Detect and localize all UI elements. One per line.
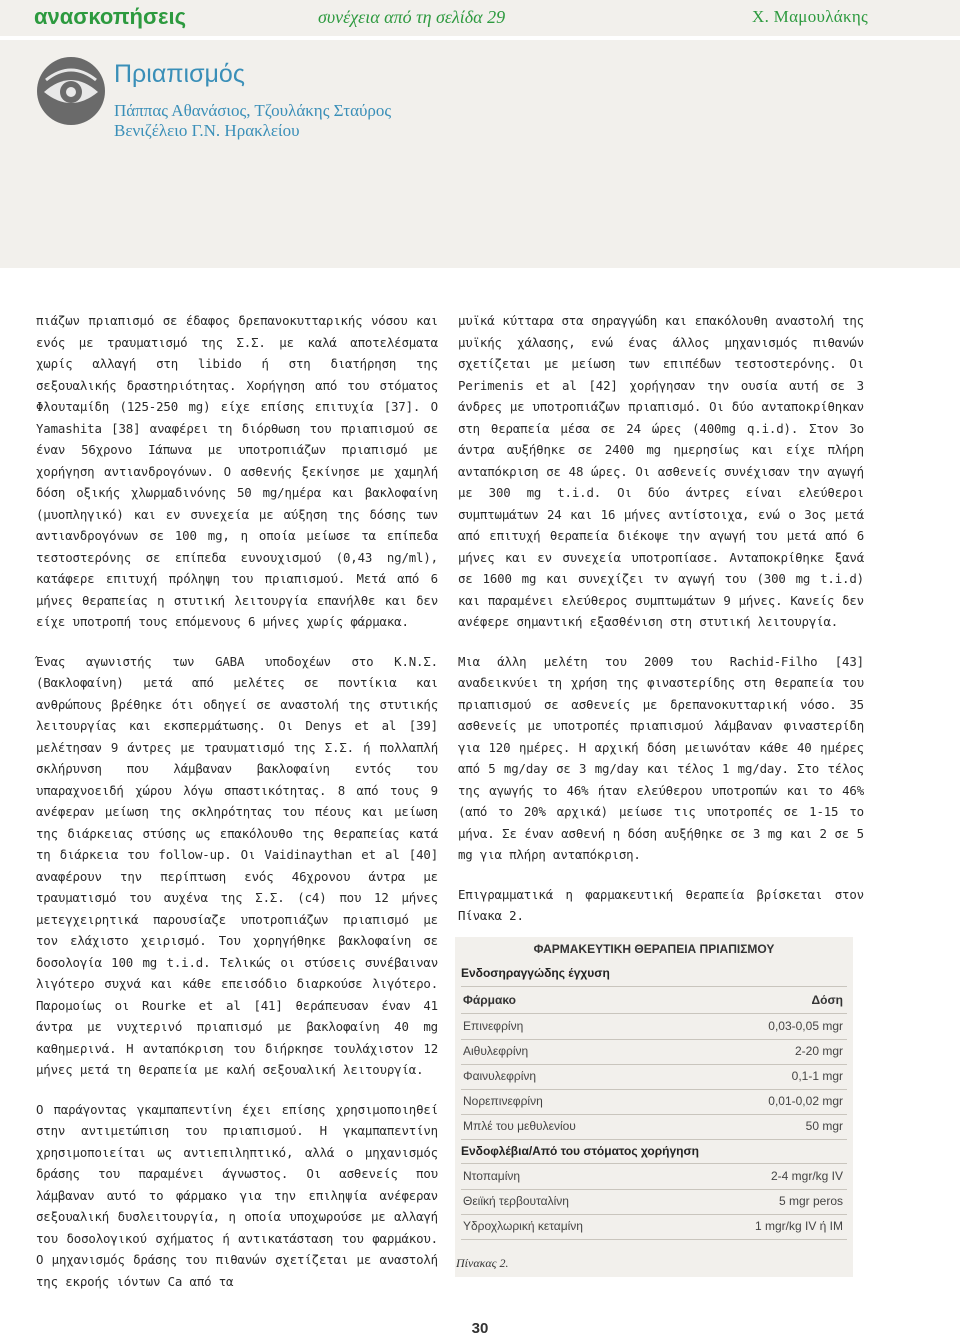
page-number: 30 bbox=[471, 1320, 489, 1337]
drug-cell: Ντοπαμίνη bbox=[463, 1169, 521, 1183]
table-section-title: Ενδοφλέβια/Από του στόματος χορήγηση bbox=[461, 1144, 700, 1158]
drug-cell: Νορεπινεφρίνη bbox=[463, 1094, 543, 1108]
paragraph: Ένας αγωνιστής των GABA υποδοχέων στο Κ.Ν.Σ. (Βακλοφαίνη) μετά από μελέτες σε ποντίκια και ανθρώπους βρέθηκε ότι οδηγεί σε αναστολή της στυτικής λειτουργίας και εκσπερμάτωσης. Οι Denys et al [39] μελέτησαν 9 άντρες με τραυματισμό της Σ.Σ. ή πολλαπλή σκλήρυνση που λάμβαναν βακλοφαίνη εντός του υπαραχνοειδή χώρου λόγω σπαστικότητας. 8 από τους 9 ανέφεραν μείωση της σκληρότητας του πέους και μείωση της διάρκειας στύσης ως επακόλουθο της θεραπείας κατά τη διάρκεια του follow-up. Οι Vaidinaythan et al [40] αναφέρουν την περίπτωση ενός 46χρονου άντρα με τραυματισμό του αυχένα της Σ.Σ. (c4) που 12 μήνες μετεγχειρητικά παρουσίαζε υποτροπιάζων πριαπισμό με τον ελάχιστο χειρισμό. Του χορηγήθηκε βακλοφαίνη σε δοσολογία 100 mg t.i.d. Τελικώς οι στύσεις συνέβαιναν λιγότερο συχνά και κάθε επεισόδιο διαρκούσε λιγότερο. Παρομοίως οι Rourke et al [41] θεράπευσαν έναν 41 άντρα με νυχτερινό πριαπισμό με βακλοφαίνη 40 mg καθημερινά. Η ανταπόκριση του διήρκησε τουλάχιστον 12 μήνες μετά τη θεραπεία με καλή σεξουαλική λειτουργία. bbox=[36, 653, 438, 1077]
dose-cell: 0,01-0,02 mgr bbox=[768, 1094, 843, 1108]
table-header-row bbox=[461, 989, 847, 1013]
page-header bbox=[0, 0, 960, 36]
table-title: ΦΑΡΜΑΚΕΥΤΙΚΗ ΘΕΡΑΠΕΙΑ ΠΡΙΑΠΙΣΜΟΥ bbox=[533, 942, 775, 956]
drug-cell: Αιθυλεφρίνη bbox=[463, 1044, 529, 1058]
table-divider bbox=[461, 986, 847, 987]
drug-cell: Φαινυλεφρίνη bbox=[463, 1069, 537, 1083]
table-divider bbox=[461, 1163, 847, 1164]
article-authors: Πάππας Αθανάσιος, Τζουλάκης Σταύρος bbox=[114, 101, 392, 120]
section-label: ανασκοπήσεις bbox=[34, 4, 187, 29]
table-row bbox=[461, 1215, 847, 1239]
dose-cell: 0,03-0,05 mgr bbox=[768, 1019, 843, 1033]
table-row bbox=[461, 1015, 847, 1039]
table-row bbox=[461, 1165, 847, 1189]
column-header-dose: Δόση bbox=[811, 993, 843, 1007]
table-row bbox=[461, 1190, 847, 1214]
table-row bbox=[461, 1090, 847, 1114]
table-divider bbox=[461, 1139, 847, 1140]
dose-cell: 0,1-1 mgr bbox=[791, 1069, 843, 1083]
table-divider bbox=[461, 1239, 847, 1240]
table-divider bbox=[461, 1013, 847, 1014]
paragraph: μυϊκά κύτταρα στα σηραγγώδη και επακόλουθη αναστολή της μυϊκής χάλασης, ενώ ένας άλλος μηχανισμός πιθανών σχετίζεται με μείωση των επιπέδων τεστοστερόνης. Οι Perimenis et al [42] χορήγησαν την ουσία αυτή σε 3 άνδρες με υποτροπιάζων πριαπισμό. Οι δύο ανταποκρίθηκαν στη θεραπεία μέσα σε 24 ώρες (400mg q.i.d). Στον 3ο άντρα αυξήθηκε σε 2400 mg ημερησίως και είχε πλήρη ανταπόκριση σε 48 ώρες. Οι ασθενείς συνέχισαν την αγωγή με 300 mg t.i.d. Οι δύο άντρες είναι ελεύθεροι συμπτωμάτων 24 και 16 μήνες αντίστοιχα, ενώ ο 3ος μετά από επιτυχή θεραπεία διέκοψε την αγωγή του μετά από 6 μήνες και εν συνεχεία υποτροπίασε. Ανταποκρίθηκε ξανά σε 1600 mg και συνεχίζει τν αγωγή του (300 mg t.i.d) και παραμένει ελεύθερος συμπτωμάτων 9 μήνες. Κανείς δεν ανέφερε σημαντική εξασθένιση στη στυτική λειτουργία. bbox=[458, 313, 864, 629]
table-row bbox=[461, 1115, 847, 1139]
drug-cell: Θειϊκή τερβουταλίνη bbox=[463, 1194, 569, 1208]
dose-cell: 50 mgr bbox=[805, 1119, 843, 1133]
drug-cell: Μπλέ του μεθυλενίου bbox=[463, 1119, 576, 1133]
dose-cell: 1 mgr/kg IV ή IM bbox=[754, 1219, 843, 1233]
table-section-title: Ενδοσηραγγώδης έγχυση bbox=[461, 966, 610, 980]
dose-cell: 5 mgr peros bbox=[778, 1194, 843, 1208]
article-affiliation: Βενιζέλειο Γ.Ν. Ηρακλείου bbox=[114, 121, 300, 140]
paragraph: Ο παράγοντας γκαμπαπεντίνη έχει επίσης χρησιμοποιηθεί στην αντιμετώπιση του πριαπισμού. Η γκαμπαπεντίνη χρησιμοποιείται ως αντιεπιληπτικό, αλλά ο μηχανισμός δράσης του παραμένει άγνωστος. Οι ασθενείς που λάμβαναν αυτό το φάρμακο για την επιληψία ανέφεραν σεξουαλική δυσλειτουργία, η οποία υποχωρούσε με αλλαγή του δοσολογικού σχήματος ή αντικατάσταση του φαρμάκου. Ο μηχανισμός δράσης του πιθανών σχετίζεται με αναστολή της εκροής ιόντων Ca από τα bbox=[36, 1101, 438, 1289]
eye-icon bbox=[36, 56, 106, 126]
dose-cell: 2-4 mgr/kg IV bbox=[770, 1169, 843, 1183]
table-row bbox=[461, 1040, 847, 1064]
column-header-drug: Φάρμακο bbox=[463, 993, 516, 1007]
paragraph: πιάζων πριαπισμό σε έδαφος δρεπανοκυτταρικής νόσου και ενός με τραυματισμό της Σ.Σ. με καλά αποτελέσματα χωρίς αλλαγή στη libido ή στη διατήρηση της σεξουαλικής δραστηριότητας. Χορήγηση από του στόματος Φλουταμίδη (125-250 mg) είχε επίσης επιτυχία [37]. Ο Yamashita [38] αναφέρει τη διόρθωση του πριαπισμού σε έναν 56χρονο Ιάπωνα με υποτροπιάζων πριαπισμό με χορήγηση αντιανδρογόνων. Ο ασθενής ξεκίνησε με χαμηλή δόση οξικής χλωρμαδινόνης 50 mg/ημέρα και βακλοφαίνη (μυοπληγικό) και εν συνεχεία με αύξηση της δόσης των αντιανδρογόνων σε 100 mg, η οποία μείωσε τα επίπεδα τεστοστερόνης σε επίπεδα ευνουχισμού (0,43 ng/ml), κατάφερε επιτυχή πρόληψη του πριαπισμού. Μετά από 6 μήνες θεραπείας η στυτική λειτουργία επανήλθε και δεν είχε υποτροπή τους επόμενους 6 μήνες χωρίς φάρμακα. bbox=[36, 313, 438, 629]
right-column bbox=[458, 310, 864, 945]
table-caption: Πίνακας 2. bbox=[456, 1256, 509, 1270]
drug-cell: Επινεφρίνη bbox=[463, 1019, 524, 1033]
left-column bbox=[36, 310, 438, 1310]
paragraph: Επιγραμματικά η φαρμακευτική θεραπεία βρίσκεται στον Πίνακα 2. bbox=[458, 886, 864, 923]
drug-table bbox=[455, 937, 853, 1277]
continued-note: συνέχεια από τη σελίδα 29 bbox=[318, 7, 506, 27]
dose-cell: 2-20 mgr bbox=[794, 1044, 843, 1058]
drug-cell: Υδροχλωρική κεταμίνη bbox=[463, 1219, 583, 1233]
header-author: Χ. Μαμουλάκης bbox=[752, 7, 869, 26]
table-row bbox=[461, 1065, 847, 1089]
paragraph: Μια άλλη μελέτη του 2009 του Rachid-Filho [43] αναδεικνύει τη χρήση της φιναστερίδης στη θεραπεία του πριαπισμού σε ασθενείς με δρεπανοκυτταρική νόσο. 35 ασθενείς με υποτροπές πριαπισμού λάμβαναν φιναστερίδη για 120 ημέρες. Η αρχική δόση μειωνόταν κάθε 40 ημέρες από 5 mg/day σε 3 mg/day και τέλος 1 mg/day. Στο τέλος της αγωγής το 46% ήταν ελεύθερου υποτροπών και το 46% (από το 20% αρχικά) μείωσε τις υποτροπές σε 1-15 το μήνα. Σε έναν ασθενή η δόση αυξήθηκε σε 3 mg και 2 σε 5 mg για πλήρη ανταπόκριση. bbox=[458, 653, 864, 862]
article-title: Πριαπισμός bbox=[114, 60, 245, 88]
